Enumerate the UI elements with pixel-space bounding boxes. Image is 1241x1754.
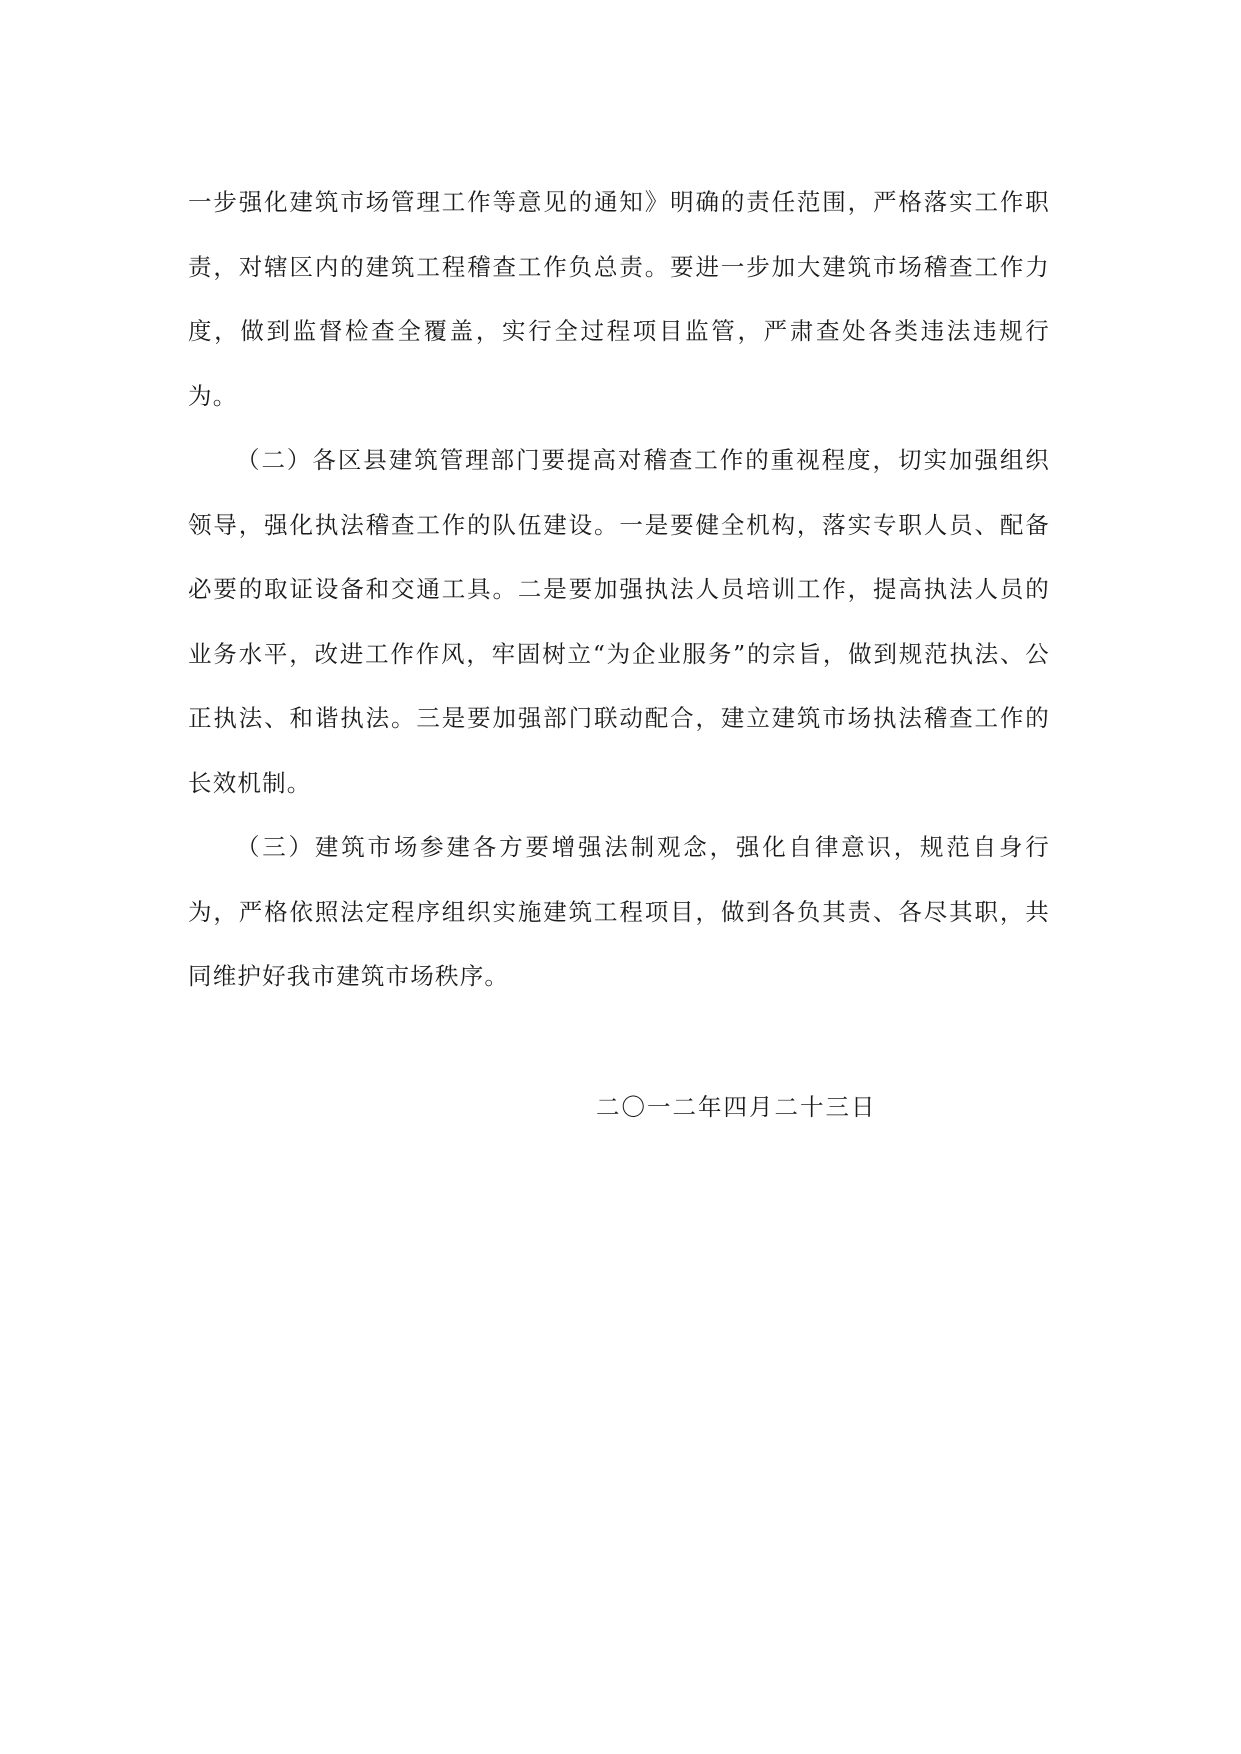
paragraph-continuation: 一步强化建筑市场管理工作等意见的通知》明确的责任范围，严格落实工作职责，对辖区内的建筑工程稽查工作负总责。要进一步加大建筑市场稽查工作力度，做到监督检查全覆盖，实行全过程项目监管，严肃查处各类违法违规行为。 bbox=[188, 188, 1050, 410]
paragraph-section-two: （二）各区县建筑管理部门要提高对稽查工作的重视程度，切实加强组织领导，强化执法稽查工作的队伍建设。一是要健全机构，落实专职人员、配备必要的取证设备和交通工具。二是要加强执法人员培训工作，提高执法人员的业务水平，改进工作作风，牢固树立“为企业服务”的宗旨，做到规范执法、公正执法、和谐执法。三是要加强部门联动配合，建立建筑市场执法稽查工作的长效机制。 bbox=[188, 446, 1050, 797]
paragraph-section-three: （三）建筑市场参建各方要增强法制观念，强化自律意识，规范自身行为，严格依照法定程序组织实施建筑工程项目，做到各负其责、各尽其职，共同维护好我市建筑市场秩序。 bbox=[188, 833, 1050, 990]
document-body bbox=[188, 170, 1050, 1009]
document-date: 二〇一二年四月二十三日 bbox=[596, 1093, 877, 1121]
